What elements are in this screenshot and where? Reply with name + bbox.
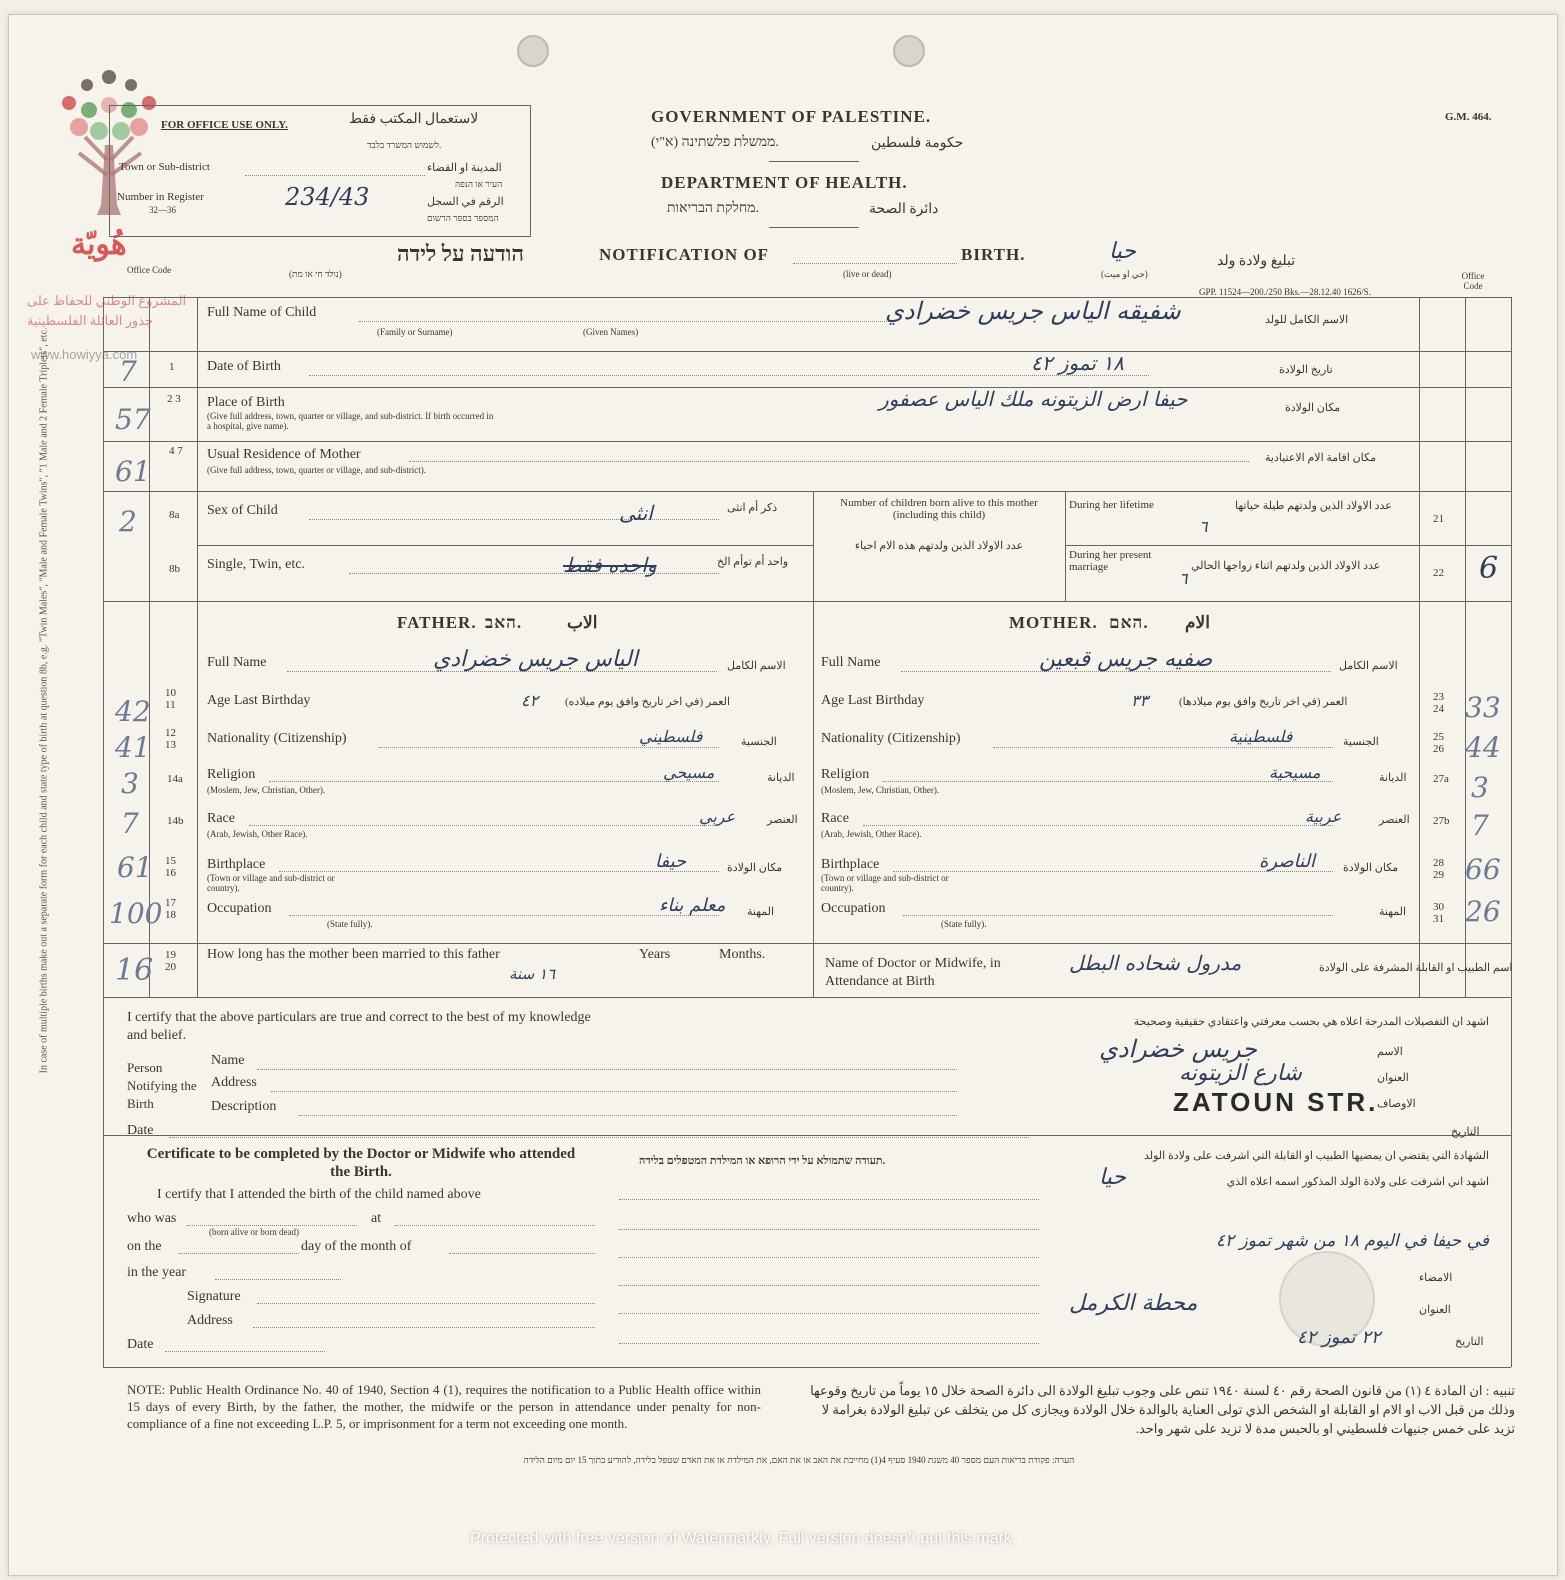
father-race-note: (Arab, Jewish, Other Race). [207,829,308,839]
certify-address-value: شارع الزيتونه [1179,1061,1302,1086]
margin-code-right-6: 26 [1465,895,1501,928]
mother-bp-nums: 28 29 [1433,857,1444,881]
single-ar: واحد أم توأم الخ [717,556,789,568]
doctor-cert-title-he: תעודה שתמולא על ידי הרופא או המילדת המטפלים בלידה. [639,1155,886,1167]
mother-rel-num: 27a [1433,773,1449,785]
father-nat-value: فلسطيني [639,727,703,746]
pob-nums: 2 3 [167,393,181,405]
father-occ-ar: المهنة [747,906,775,918]
single-num: 8b [169,563,180,575]
mother-bp-value: الناصرة [1259,851,1316,872]
at-label: at [371,1211,382,1226]
lifetime-label: During her lifetime [1069,499,1154,511]
father-age-label: Age Last Birthday [207,693,311,708]
res-ar: مكان اقامة الام الاعتيادية [1265,452,1376,464]
mother-heading-he: האם. [1109,613,1149,632]
father-bp-nums: 15 16 [165,855,176,879]
margin-code-left-9: 61 [117,851,153,884]
mother-age-ar: العمر (في اخر تاريخ وافق يوم ميلادها) [1179,696,1348,708]
title-en-a: NOTIFICATION OF [599,245,770,264]
doctor-cert-sign-ar: الامضاء [1419,1272,1453,1284]
logo-url: www.howiyya.com [31,347,138,362]
margin-code-left-4: 2 [119,505,137,538]
department-ar: دائرة الصحة [869,202,939,217]
mother-bp-label: Birthplace [821,857,880,872]
mother-rel-note: (Moslem, Jew, Christian, Other). [821,785,940,795]
pob-ar: مكان الولادة [1285,402,1341,414]
print-ref: GPP. 11524—200./250 Bks.—28.12.40 1626/S. [1199,287,1371,297]
marriage-num: 22 [1433,567,1444,579]
family-label: (Family or Surname) [377,327,453,337]
mother-bp-ar: مكان الولادة [1343,862,1399,874]
pob-label: Place of Birth [207,395,285,410]
married-value: ١٦ سنة [509,965,556,983]
government-ar: حكومة فلسطين [871,136,964,151]
mother-rel-label: Religion [821,767,870,782]
mother-rel-ar: الديانة [1379,772,1407,784]
doctor-ar: اسم الطبيب او القابلة المشرفة على الولادة [1319,962,1513,974]
multiple-births-note: In case of multiple births make out a separate form for each child and state type of birth at question 8b, e.g. "Twin Males", "Male and Female Twins", "1 Male and 2 Female Triplets", etc. [38,327,50,1074]
mother-bp-note: (Town or village and sub-district or country). [821,873,949,893]
mother-age-label: Age Last Birthday [821,693,925,708]
who-was-label: who was [127,1211,177,1226]
margin-code-left-7: 3 [121,767,139,800]
doctor-cert-addr-ar: العنوان [1419,1304,1451,1316]
father-rel-note: (Moslem, Jew, Christian, Other). [207,785,326,795]
father-occ-label: Occupation [207,901,272,916]
margin-code-left-1: 7 [119,355,137,388]
doctor-cert-date-value: ٢٢ تموز ٤٢ [1297,1327,1381,1348]
dob-label: Date of Birth [207,359,281,374]
marriage-label: During her present marriage [1069,549,1152,573]
marriage-value: ٦ [1179,569,1188,588]
certify-desc-ar: الاوصاف [1377,1098,1416,1110]
mother-age-value: ٣٣ [1131,691,1149,710]
sex-ar: ذكر أم انثى [727,502,778,514]
doctor-cert-ar-line: اشهد اني اشرفت على ولادة الولد المذكور اسمه اعلاه الذي [1226,1176,1489,1188]
doctor-cert-line1: I certify that I attended the birth of the child named above [157,1187,481,1202]
office-code-left: Office Code [127,265,172,275]
sex-value: انثى [619,501,653,525]
margin-code-left-6: 41 [115,731,151,764]
father-rel-label: Religion [207,767,256,782]
father-race-num: 14b [167,815,184,827]
given-label: (Given Names) [583,327,639,337]
mother-nat-label: Nationality (Citizenship) [821,731,961,746]
register-label: Number in Register [117,191,204,203]
person-notifying-label: Person Notifying the Birth [127,1060,197,1111]
res-note: (Give full address, town, quarter or village, and sub-district). [207,465,426,475]
certify-text: I certify that the above particulars are true and correct to the best of my knowledge and belief. [127,1010,591,1043]
marriage-ar: عدد الاولاد الذين ولدتهم اثناء زواجها الحالي [1191,560,1381,572]
department-he: מחלקת הבריאות. [667,201,760,216]
margin-code-right-3: 3 [1471,771,1489,804]
margin-code-right-1: 33 [1465,691,1501,724]
office-use-ar: لاستعمال المكتب فقط [349,112,479,127]
title-ar: تبليغ ولادة ولد [1217,254,1296,269]
mother-race-value: عربية [1305,807,1342,826]
certify-name-value: جريس خضرادي [1099,1035,1258,1063]
doctor-cert-alive: حيا [1099,1165,1126,1190]
doctor-cert-addr-value: محطة الكرمل [1069,1291,1198,1316]
notifier-name-label: Name [211,1053,245,1068]
form-code: G.M. 464. [1445,111,1492,123]
register-ar: الرقم في السجل [427,196,504,208]
margin-code-right-5: 66 [1465,853,1501,886]
father-name-ar: الاسم الكامل [727,660,786,672]
address-stamp: ZATOUN STR. [1173,1087,1379,1117]
dob-ar: تاريخ الولادة [1279,364,1333,376]
live-value: حيا [1109,239,1136,264]
margin-code-left-10: 100 [109,897,163,930]
logo-line1: المشروع الوطني للحفاظ على [27,293,187,308]
margin-code-left-8: 7 [121,807,139,840]
father-name-value: الياس جريس خضرادي [433,647,638,672]
pob-note: (Give full address, town, quarter or village, and sub-district. If birth occurred in a hospital, give name). [207,411,494,431]
mother-rel-value: مسيحية [1269,763,1321,782]
sex-num: 8a [169,509,180,521]
born-note: (born alive or born dead) [209,1227,299,1237]
father-bp-ar: مكان الولادة [727,862,783,874]
title-he: הודעה על לידה [397,241,525,266]
certify-name-ar: الاسم [1377,1046,1403,1058]
children-label: Number of children born alive to this mother (including this child) [840,497,1038,521]
office-code-right: Office Code [1461,271,1485,291]
register-he: המספר בספר הרשום [427,213,499,223]
father-nat-nums: 12 13 [165,727,176,751]
children-ar: عدد الاولاد الذين ولدتهم هذه الام احياء [854,540,1024,552]
note-en: NOTE: Public Health Ordinance No. 40 of 1940, Section 4 (1), requires the notification to a Public Health office within 15 days of every Birth, by the father, the mother, the midwife or the person in attendance under penalty for non-compliance of a fine not exceeding L.P. 5, or imprisonment for a term not exceeding one month. [127,1382,761,1431]
watermarkly-notice: Protected with free version of Watermarkly. Full version doesn't put this mark. [470,1530,1017,1547]
margin-code-left-11: 16 [115,953,154,988]
in-year-label: in the year [127,1265,187,1280]
office-mark: 6 [1479,551,1499,586]
margin-code-left-5: 42 [115,695,151,728]
doctor-cert-title: Certificate to be completed by the Doctor or Midwife who attended the Birth. [146,1146,576,1180]
mother-nat-ar: الجنسية [1343,736,1379,748]
government-title: GOVERNMENT OF PALESTINE. [651,107,932,126]
dob-value: ١٨ تموز ٤٢ [1031,351,1124,375]
punch-hole-left [517,35,549,67]
title-en-b: BIRTH. [961,245,1026,264]
months-label: Months. [719,947,766,962]
mother-age-nums: 23 24 [1433,691,1444,715]
lifetime-ar: عدد الاولاد الذين ولدتهم طيلة حياتها [1235,500,1392,512]
margin-code-left-3: 61 [115,455,151,488]
father-race-ar: العنصر [767,814,798,826]
pob-value: حيفا ارض الزيتونه ملك الياس عصفور [879,387,1188,411]
doctor-label: Name of Doctor or Midwife, in Attendance at Birth [825,956,1001,989]
doctor-address-label: Address [187,1313,233,1328]
doctor-cert-day: في حيفا في اليوم ١٨ من شهر تموز ٤٢ [1215,1231,1489,1251]
mother-occ-label: Occupation [821,901,886,916]
office-use-label: FOR OFFICE USE ONLY. [161,119,288,131]
doctor-value: مدرول شحاده البطل [1069,951,1242,975]
mother-occ-ar: المهنة [1379,906,1407,918]
dob-num: 1 [169,361,175,373]
father-bp-note: (Town or village and sub-district or country). [207,873,335,893]
father-occ-note: (State fully). [327,919,373,929]
margin-code-left-2: 57 [115,403,151,436]
mother-nat-value: فلسطينية [1229,727,1293,746]
note-ar: تنبيه : ان المادة ٤ (١) من قانون الصحة رقم ٤٠ لسنة ١٩٤٠ تنص على وجوب تبليغ الولادة الى دائرة الصحة خلال ١٥ يوماً من تاريخ وقوعها وذلك من قبل الاب او الام او القابلة او الشخص الذي تولى العناية بالوالدة خلال الولادة ويجازى كل من يتخلف عن تبليغ الولادة بغرامة لا تزيد على خمس جنيهات فلسطيني او بالحبس مدة لا تزيد على شهر واحد. [810,1383,1515,1436]
certify-date-ar: التاريخ [1451,1126,1480,1138]
mother-occ-note: (State fully). [941,919,987,929]
mother-occ-nums: 30 31 [1433,901,1444,925]
notifier-address-label: Address [211,1075,257,1090]
certify-address-ar: العنوان [1377,1072,1409,1084]
live-dead-label: (live or dead) [843,269,892,279]
child-name-label: Full Name of Child [207,305,317,320]
mother-name-value: صفيه جريس قبعين [1039,647,1213,672]
doctor-cert-date-ar: التاريخ [1455,1336,1484,1348]
mother-name-ar: الاسم الكامل [1339,660,1398,672]
town-he: העיר או הנפה [455,179,503,189]
father-heading: FATHER. [397,613,477,632]
single-value: واحده فقط [563,553,657,577]
father-rel-ar: الديانة [767,772,795,784]
doctor-cert-ar-title: الشهادة التي يقتضي ان يمضيها الطبيب او القابلة التي اشرفت على ولادة الولد [1144,1150,1489,1162]
birth-notification-form [8,14,1558,1576]
res-nums: 4 7 [169,445,183,457]
father-age-nums: 10 11 [165,687,176,711]
doctor-date-label: Date [127,1337,154,1352]
father-rel-num: 14a [167,773,183,785]
father-rel-value: مسيحي [663,763,715,782]
mother-race-note: (Arab, Jewish, Other Race). [821,829,922,839]
logo-brand: هُويّة [71,228,127,261]
father-race-label: Race [207,811,235,826]
government-he: ממשלת פלשתינה (א"י). [651,135,779,150]
father-age-value: ٤٢ [521,691,539,710]
lifetime-value: ٦ [1199,517,1208,536]
married-nums: 19 20 [165,949,176,973]
town-ar: المدينة او القضاء [427,162,502,174]
father-race-value: عربي [699,807,736,826]
register-value: 234/43 [285,183,370,211]
mother-heading-ar: الام [1185,613,1210,632]
department-title: DEPARTMENT OF HEALTH. [661,173,908,192]
father-occ-nums: 17 18 [165,897,176,921]
mother-name-label: Full Name [821,655,881,670]
mother-race-num: 27b [1433,815,1450,827]
note-he: הערה: פקודת בריאות העם מספר 40 משנת 1940 סעיף 4(1) מחייבת את האב או את האם, את המילדת או את האדם שטפל בלידה, להודיע בתוך 15 יום מיום הלידה [523,1455,1075,1465]
father-nat-label: Nationality (Citizenship) [207,731,347,746]
mother-race-label: Race [821,811,849,826]
father-heading-ar: الاب [567,613,598,632]
married-label: How long has the mother been married to this father [207,947,500,962]
sex-label: Sex of Child [207,503,278,518]
signature-label: Signature [187,1289,241,1304]
father-name-label: Full Name [207,655,267,670]
office-use-he: לשמוש המשרד בלבד. [367,140,442,150]
father-bp-label: Birthplace [207,857,266,872]
live-dead-ar: (حي او ميت) [1101,269,1148,279]
mother-race-ar: العنصر [1379,814,1410,826]
on-the-label: on the [127,1239,162,1254]
margin-code-right-2: 44 [1465,731,1501,764]
father-heading-he: האב. [485,613,523,632]
father-nat-ar: الجنسية [741,736,777,748]
father-bp-value: حيفا [655,851,687,872]
live-dead-he: (נולד חי או מת) [289,269,342,279]
child-name-value: شفيقه الياس جريس خضرادي [885,297,1181,325]
res-label: Usual Residence of Mother [207,447,361,462]
day-of-label: day of the month of [301,1239,412,1254]
lifetime-num: 21 [1433,513,1444,525]
punch-hole-right [893,35,925,67]
register-sub: 32—36 [149,205,176,215]
notifier-date-label: Date [127,1123,154,1138]
notifier-description-label: Description [211,1099,277,1114]
mother-heading: MOTHER. [1009,613,1098,632]
child-name-ar: الاسم الكامل للولد [1265,314,1349,326]
father-age-ar: العمر (في اخر تاريخ وافق يوم ميلاده) [565,696,730,708]
mother-nat-nums: 25 26 [1433,731,1444,755]
town-label: Town or Sub-district [119,161,210,173]
single-label: Single, Twin, etc. [207,557,305,572]
logo-line2: جذور العائلة الفلسطينية [27,313,154,328]
certify-ar: اشهد ان التفصيلات المدرجة اعلاه هي بحسب معرفتي واعتقادي حقيقية وصحيحة [1133,1016,1489,1028]
father-occ-value: معلم بناء [659,895,726,916]
years-label: Years [639,947,671,962]
margin-code-right-4: 7 [1471,809,1489,842]
